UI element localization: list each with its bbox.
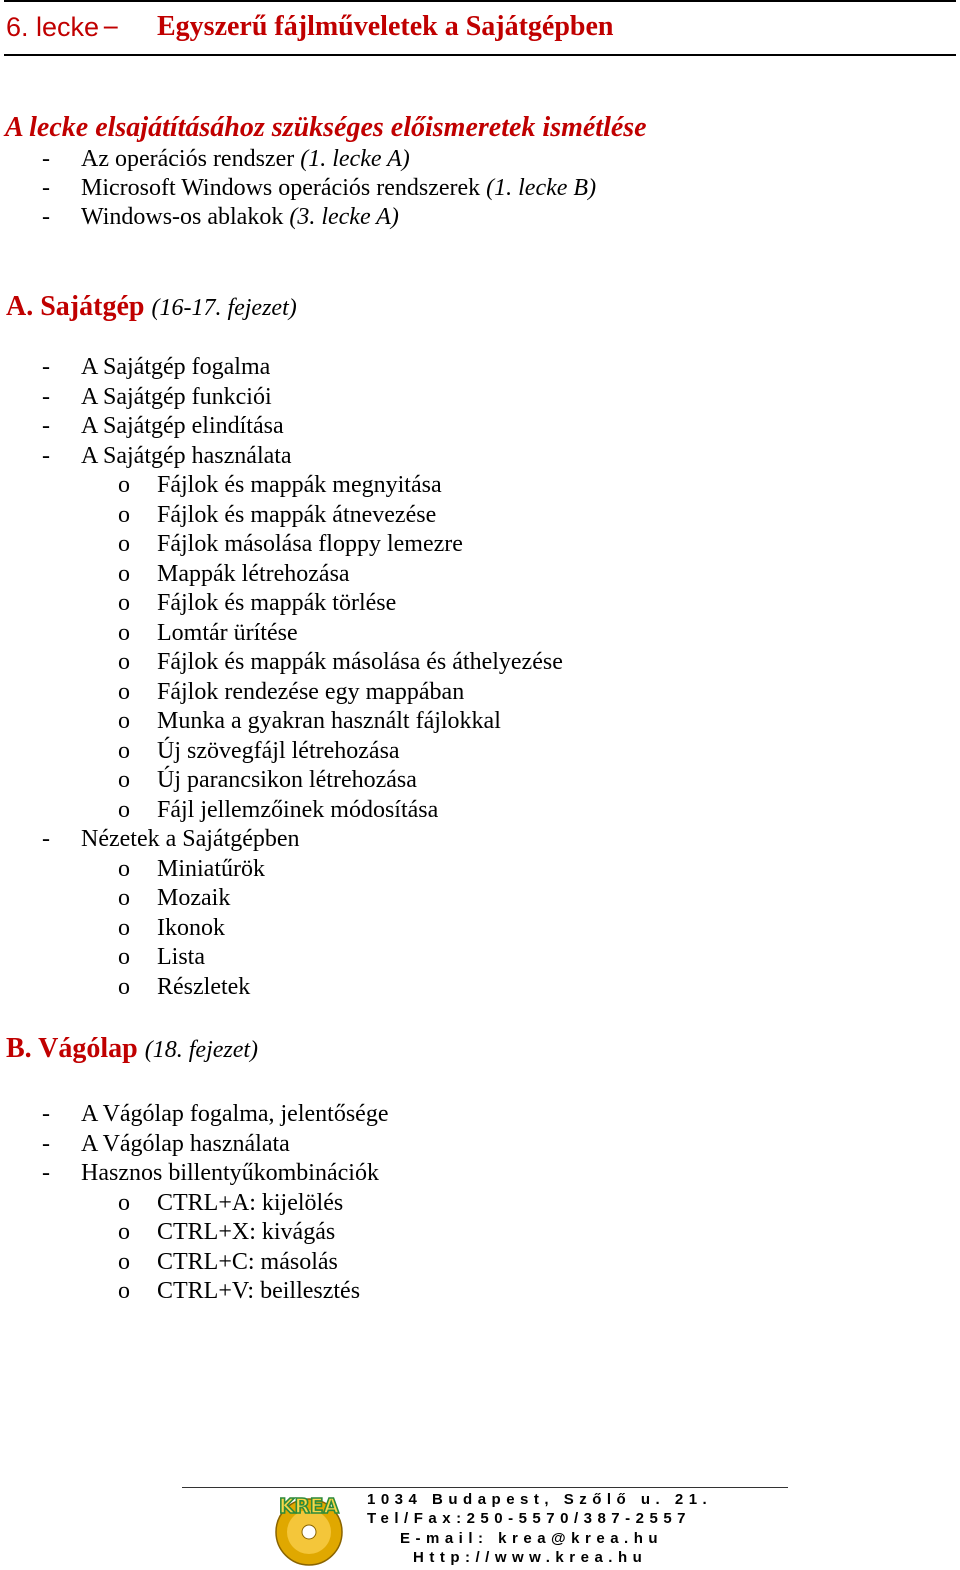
section-b-chapter: (18. fejezet) [144,1037,259,1063]
item-text: CTRL+V: beillesztés [157,1278,361,1304]
lesson-header [4,0,956,56]
circle-bullet: o [118,1219,130,1245]
circle-bullet: o [118,1249,130,1275]
footer-website: Http://www.krea.hu [413,1549,648,1566]
dash-marker: - [42,1131,50,1157]
item-text: Miniatűrök [157,856,265,882]
item-text: A Vágólap használata [81,1131,290,1157]
circle-bullet: o [118,915,130,941]
lesson-reference: (3. lecke A) [289,204,399,230]
circle-bullet: o [118,620,130,646]
item-text: Ikonok [157,915,225,941]
lesson-reference: (1. lecke B) [486,175,597,201]
circle-bullet: o [118,856,130,882]
circle-bullet: o [118,738,130,764]
item-text: Fájlok rendezése egy mappában [157,679,465,705]
circle-bullet: o [118,708,130,734]
item-text: Microsoft Windows operációs rendszerek [81,175,487,201]
section-a-title: A. Sajátgép [6,291,145,322]
circle-bullet: o [118,531,130,557]
dash-marker: - [42,1101,50,1127]
item-text: Lista [157,944,205,970]
lesson-number: 6. lecke [6,12,100,42]
krea-logo [268,1491,350,1567]
item-text: Mappák létrehozása [157,561,350,587]
item-text: Új parancsikon létrehozása [157,767,417,793]
item-text: A Sajátgép fogalma [81,354,271,380]
footer-address: 1034 Budapest, Szőlő u. 21. [367,1491,713,1508]
dash-marker: - [42,354,50,380]
circle-bullet: o [118,885,130,911]
circle-bullet: o [118,590,130,616]
item-text: Új szövegfájl létrehozása [157,738,400,764]
dash-marker: - [42,175,50,201]
lesson-reference: (1. lecke A) [300,146,410,172]
item-text: Lomtár ürítése [157,620,298,646]
item-text: Nézetek a Sajátgépben [81,826,300,852]
prerequisites-heading: A lecke elsajátításához szükséges előismeretek ismétlése [5,112,647,143]
item-text: Fájlok és mappák átnevezése [157,502,437,528]
item-text: CTRL+C: másolás [157,1249,338,1275]
item-text: Részletek [157,974,251,1000]
item-text: CTRL+X: kivágás [157,1219,336,1245]
item-text: Fájlok és mappák másolása és áthelyezése [157,649,563,675]
circle-bullet: o [118,472,130,498]
circle-bullet: o [118,679,130,705]
item-text: Fájlok és mappák megnyitása [157,472,442,498]
section-b-title: B. Vágólap [6,1033,138,1064]
dash-marker: - [42,146,50,172]
section-b-heading [6,1033,258,1065]
dash-marker: - [42,443,50,469]
header-dash: – [104,10,118,40]
circle-bullet: o [118,1190,130,1216]
item-text: Hasznos billentyűkombinációk [81,1160,379,1186]
circle-bullet: o [118,974,130,1000]
footer-email: E-mail: krea@krea.hu [400,1530,664,1547]
item-text: Fájl jellemzőinek módosítása [157,797,439,823]
item-text: A Sajátgép funkciói [81,384,272,410]
item-text: Az operációs rendszer [81,146,301,172]
footer-divider [182,1487,788,1488]
circle-bullet: o [118,1278,130,1304]
circle-bullet: o [118,944,130,970]
logo-wordmark: KREA [278,1494,340,1518]
item-text: A Sajátgép elindítása [81,413,284,439]
circle-bullet: o [118,561,130,587]
circle-bullet: o [118,649,130,675]
lesson-title: Egyszerű fájlműveletek a Sajátgépben [157,11,614,42]
circle-bullet: o [118,502,130,528]
footer-phone: Tel/Fax:250-5570/387-2557 [367,1510,692,1527]
item-text: Windows-os ablakok [81,204,290,230]
dash-marker: - [42,1160,50,1186]
item-text: Fájlok másolása floppy lemezre [157,531,463,557]
item-text: Mozaik [157,885,231,911]
item-text: A Sajátgép használata [81,443,292,469]
item-text: Fájlok és mappák törlése [157,590,397,616]
section-a-heading [6,291,297,323]
item-text: Munka a gyakran használt fájlokkal [157,708,501,734]
dash-marker: - [42,826,50,852]
dash-marker: - [42,384,50,410]
circle-bullet: o [118,797,130,823]
section-a-chapter: (16-17. fejezet) [151,295,297,321]
dash-marker: - [42,204,50,230]
item-text: CTRL+A: kijelölés [157,1190,344,1216]
circle-bullet: o [118,767,130,793]
dash-marker: - [42,413,50,439]
item-text: A Vágólap fogalma, jelentősége [81,1101,389,1127]
